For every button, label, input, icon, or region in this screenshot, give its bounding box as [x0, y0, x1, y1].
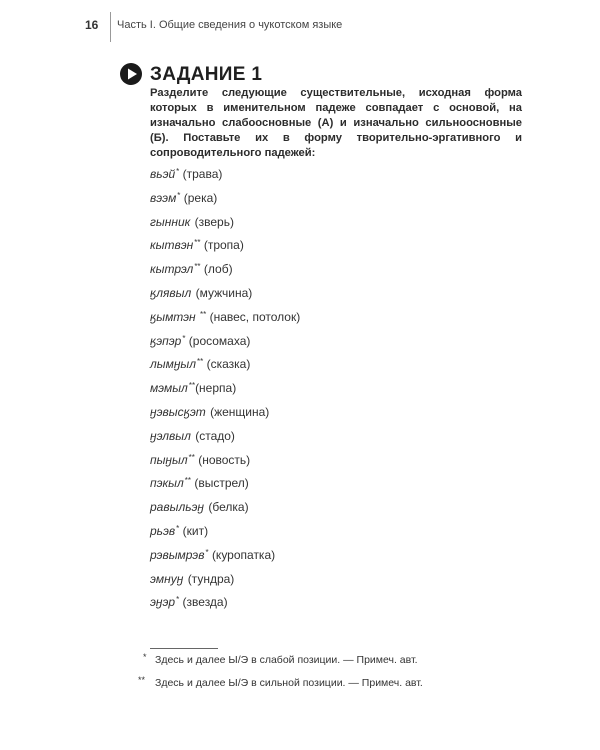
word-list	[150, 165, 300, 617]
task-title: ЗАДАНИЕ 1	[150, 64, 263, 85]
gloss: (зверь)	[194, 214, 234, 229]
footnote-mark: *	[143, 652, 147, 662]
word: ӈэвысӄэт	[150, 404, 206, 419]
list-item	[150, 474, 300, 498]
page-number: 16	[85, 18, 99, 32]
word: ӄлявыл	[150, 285, 192, 300]
footnote-text: Здесь и далее Ы/Э в сильной позиции. — Примеч. авт.	[155, 677, 423, 689]
list-item	[150, 379, 300, 403]
word: ӄэпэр	[150, 333, 182, 348]
gloss: (сказка)	[206, 357, 251, 372]
list-item	[150, 593, 300, 617]
list-item	[150, 213, 300, 237]
list-item	[150, 236, 300, 260]
word: мэмыл	[150, 381, 188, 396]
position-mark: **	[188, 381, 196, 391]
position-mark: **	[194, 238, 201, 248]
word: пыӈыл	[150, 452, 188, 467]
gloss: (лоб)	[203, 262, 233, 277]
footnote-divider	[150, 648, 218, 649]
list-item	[150, 570, 300, 594]
word: пэкыл	[150, 476, 184, 491]
gloss: (трава)	[182, 167, 223, 181]
footnote-mark: **	[138, 675, 146, 685]
list-item	[150, 332, 300, 356]
running-head: Часть I. Общие сведения о чукотском языке	[117, 19, 343, 31]
task-instruction: Разделите следующие существительные, исходная форма которых в именительном падеже совпадает с основой, на изначально слабоосновные (А) и изначально сильноосновные (Б). Поставьте их в форму творительно-эргативного и сопроводительного падежей:	[150, 87, 522, 159]
gloss: (звезда)	[182, 595, 228, 610]
position-mark: *	[176, 167, 180, 176]
page-header	[0, 0, 600, 50]
word: рэвымрэв	[150, 547, 205, 562]
word: эмнуӈ	[150, 571, 184, 586]
word: гынник	[150, 214, 191, 229]
position-mark: *	[205, 547, 209, 557]
word: вээм	[150, 190, 177, 205]
position-mark: **	[197, 357, 204, 367]
list-item	[150, 189, 300, 213]
gloss: (кит)	[182, 523, 209, 538]
gloss: (тропа)	[203, 238, 244, 253]
gloss: (женщина)	[210, 404, 270, 419]
gloss: (нерпа)	[195, 381, 237, 396]
word: лымӈыл	[150, 357, 197, 372]
word: ӈэлвыл	[150, 428, 191, 443]
position-mark: *	[176, 523, 180, 533]
gloss: (белка)	[208, 500, 249, 515]
footnote-text: Здесь и далее Ы/Э в слабой позиции. — Примеч. авт.	[155, 654, 418, 666]
list-item	[150, 451, 300, 475]
list-item	[150, 498, 300, 522]
list-item	[150, 522, 300, 546]
gloss: (куропатка)	[211, 547, 276, 562]
gloss: (новость)	[198, 452, 251, 467]
list-item	[150, 403, 300, 427]
word: равыльэӈ	[150, 500, 205, 515]
position-mark: **	[200, 309, 207, 319]
gloss: (тундра)	[187, 571, 235, 586]
list-item	[150, 284, 300, 308]
list-item	[150, 427, 300, 451]
list-item	[150, 260, 300, 284]
gloss: (река)	[183, 190, 218, 205]
position-mark: *	[176, 595, 180, 605]
header-divider	[110, 12, 111, 42]
gloss: (росомаха)	[188, 333, 251, 348]
list-item	[150, 165, 300, 189]
position-mark: *	[177, 190, 181, 200]
gloss: (мужчина)	[195, 285, 253, 300]
gloss: (навес, потолок)	[209, 309, 301, 324]
list-item	[150, 546, 300, 570]
gloss: (выстрел)	[194, 476, 249, 491]
word: ӄымтэн	[150, 309, 196, 324]
word: кытвэн	[150, 238, 194, 253]
position-mark: **	[184, 476, 192, 486]
gloss: (стадо)	[195, 428, 235, 443]
word: рьэв	[150, 523, 176, 538]
position-mark: *	[182, 333, 186, 343]
list-item	[150, 355, 300, 379]
word: эӈэр	[150, 595, 176, 610]
play-icon	[120, 63, 142, 85]
position-mark: **	[194, 262, 201, 272]
list-item	[150, 308, 300, 332]
word: вьэй	[150, 167, 176, 181]
position-mark: **	[188, 452, 195, 462]
word: кытрэл	[150, 262, 194, 277]
